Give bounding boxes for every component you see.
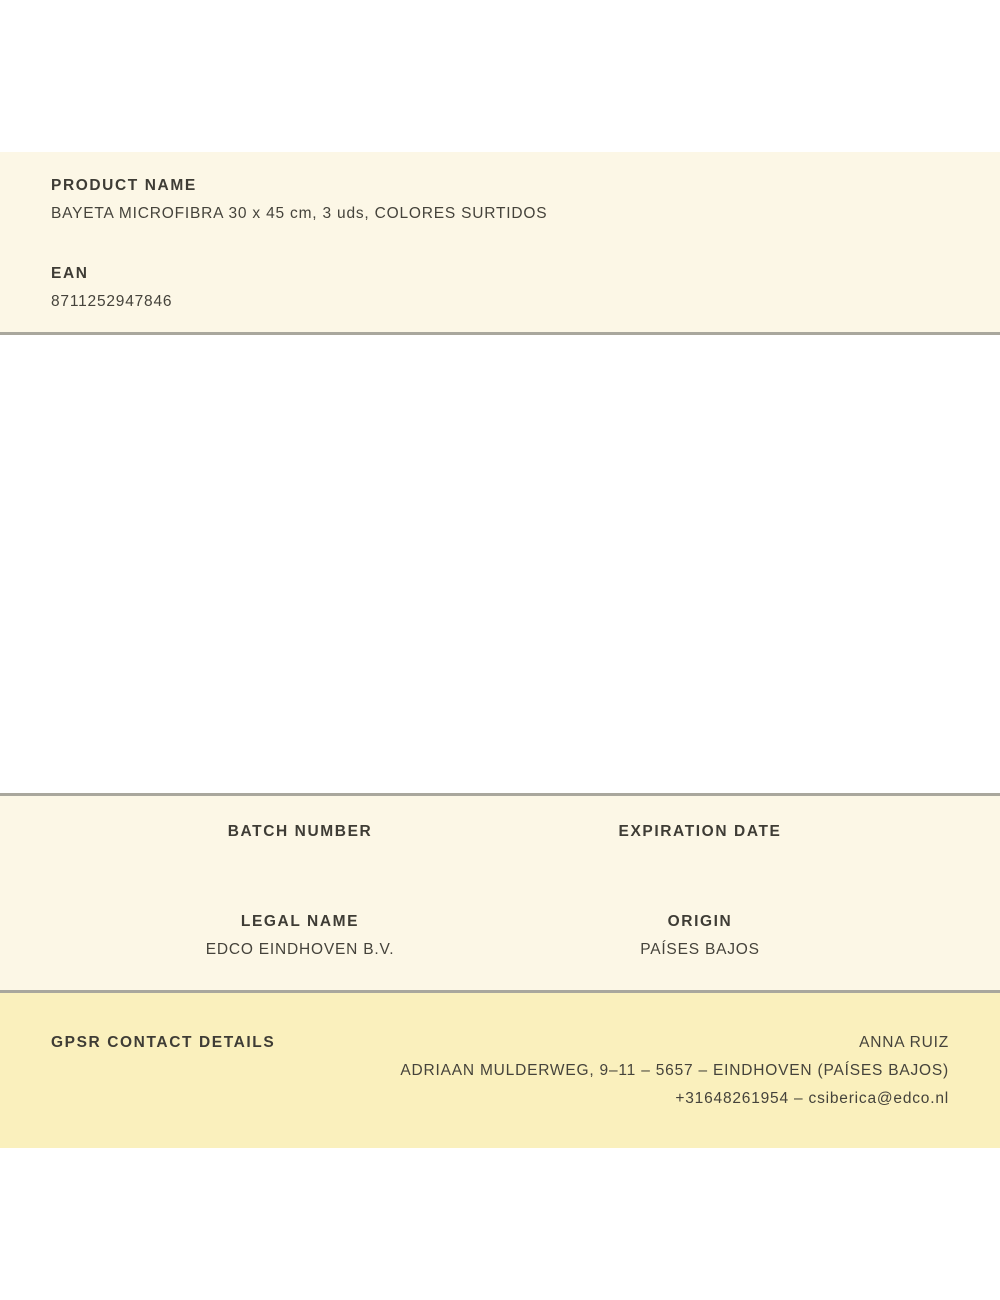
expiration-date-field xyxy=(500,822,900,870)
batch-number-field xyxy=(100,822,500,870)
gpsr-contact-lines xyxy=(275,1029,949,1113)
ean-label: EAN xyxy=(51,265,89,282)
ean-value: 8711252947846 xyxy=(51,293,173,310)
contact-address: ADRIAAN MULDERWEG, 9–11 – 5657 – EINDHOVEN (PAÍSES BAJOS) xyxy=(400,1062,949,1079)
batch-number-value xyxy=(100,850,500,870)
legal-name-value: EDCO EINDHOVEN B.V. xyxy=(205,941,395,958)
gpsr-contact-label: GPSR CONTACT DETAILS xyxy=(51,1034,276,1051)
middle-whitespace xyxy=(0,335,1000,793)
product-info-section xyxy=(0,152,1000,335)
product-name-field xyxy=(51,176,949,224)
details-row-legal-origin xyxy=(100,912,900,960)
expiration-date-label: EXPIRATION DATE xyxy=(618,823,782,840)
contact-phone-email: +31648261954 – csiberica@edco.nl xyxy=(675,1090,949,1107)
origin-field xyxy=(500,912,900,960)
product-name-label: PRODUCT NAME xyxy=(51,177,197,194)
bottom-whitespace xyxy=(0,1148,1000,1300)
details-section xyxy=(0,793,1000,990)
origin-label: ORIGIN xyxy=(667,913,733,930)
ean-field xyxy=(51,264,949,312)
product-name-value: BAYETA MICROFIBRA 30 x 45 cm, 3 uds, COLORES SURTIDOS xyxy=(51,205,548,222)
contact-person-name: ANNA RUIZ xyxy=(859,1034,949,1051)
top-whitespace xyxy=(0,0,1000,152)
origin-value: PAÍSES BAJOS xyxy=(640,941,760,958)
legal-name-label: LEGAL NAME xyxy=(240,913,360,930)
details-row-batch-expiration xyxy=(100,822,900,870)
gpsr-contact-section xyxy=(0,990,1000,1148)
expiration-date-value xyxy=(500,850,900,870)
batch-number-label: BATCH NUMBER xyxy=(227,823,373,840)
legal-name-field xyxy=(100,912,500,960)
